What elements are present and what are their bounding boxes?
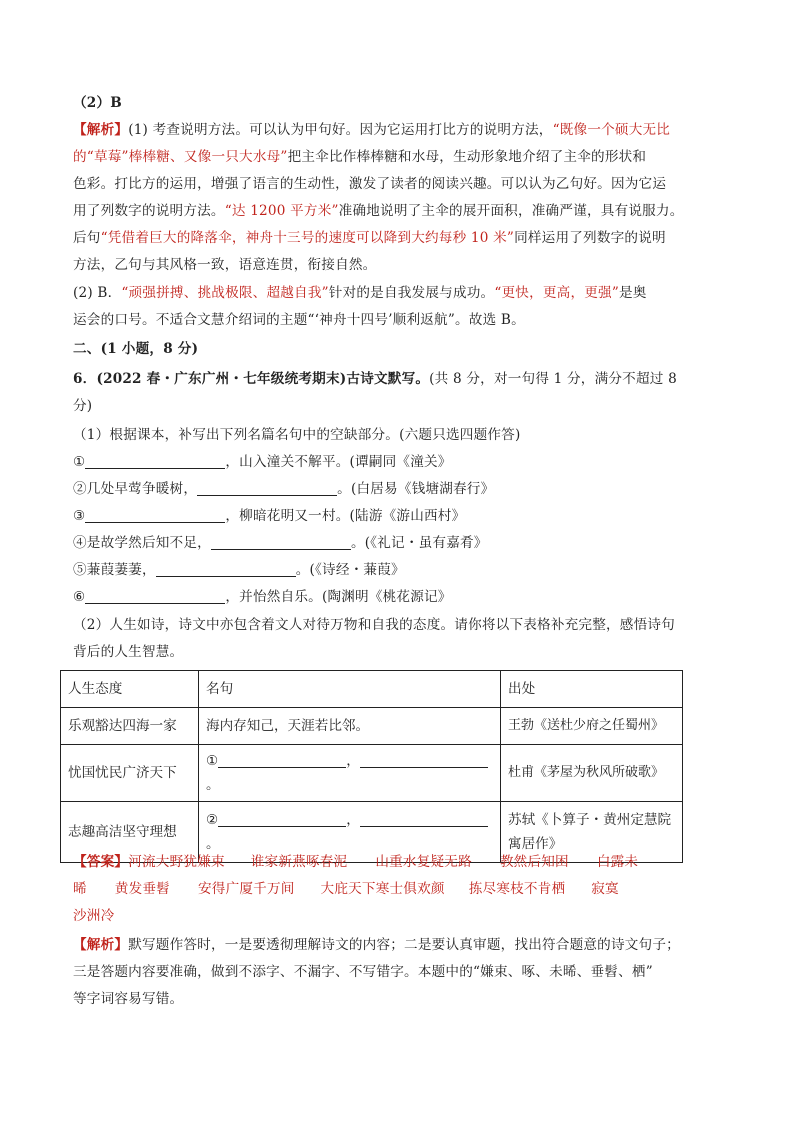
answer-item: 安得广厦千万间	[197, 881, 295, 897]
analysis1-line6: 方法，乙句与其风格一致，语意连贯，衔接自然。	[73, 257, 377, 273]
analysis1-text: 后句	[73, 230, 101, 246]
table-cell-attitude: 忧国忧民广济天下	[61, 745, 199, 802]
question-desc: (共 8 分，对一句得 1 分，满分不超过 8	[429, 371, 677, 387]
analysis1-line4	[73, 198, 723, 224]
answer-item: 谁家新燕啄春泥	[250, 854, 348, 870]
fill-item	[73, 503, 723, 529]
question6-line2: 分)	[73, 398, 93, 414]
fill-blank[interactable]	[360, 751, 488, 768]
fill-item-pre: ①	[73, 454, 86, 470]
analysis1-line7	[73, 280, 723, 306]
analysis1-highlight: 的“草莓”棒棒糖、又像一只大水母”	[73, 149, 288, 165]
analysis1-highlight: “凭借着巨大的降落伞，神舟十三号的速度可以降到大约每秒 10 米”	[100, 230, 515, 246]
part1-intro: （1）根据课本，补写出下列名篇名句中的空缺部分。(六题只选四题作答)	[73, 427, 521, 443]
table-cell-source: 王勃《送杜少府之任蜀州》	[501, 708, 683, 745]
analysis1-highlight: “达 1200 平方米”	[224, 203, 339, 219]
fill-item-pre: ③	[73, 508, 86, 524]
verse-end: 。	[206, 777, 220, 793]
table-cell-verse: 海内存知己，天涯若比邻。	[199, 708, 501, 745]
fill-blank[interactable]	[218, 751, 346, 768]
fill-item-pre: ⑤蒹葭萋萋，	[73, 562, 156, 578]
analysis1-text: 是奥	[618, 285, 647, 301]
analysis1-highlight: “顽强拼搏、挑战极限、超越自我”	[121, 285, 329, 301]
fill-blank[interactable]	[156, 560, 296, 577]
answer-item: 大庇天下寒士俱欢颜	[320, 881, 445, 897]
fill-item-post: ，山入潼关不解平。(谭嗣同《潼关》	[225, 454, 452, 470]
analysis1-line5	[73, 225, 723, 251]
answer-tag: 【答案】	[73, 854, 129, 870]
table-header: 人生态度	[61, 671, 199, 708]
answer-item: 教然后知困	[499, 854, 569, 870]
verse-end: 。	[206, 836, 220, 852]
section-heading: 二、(1 小题，8 分)	[73, 341, 199, 357]
analysis2-line3: 等字词容易写错。	[73, 991, 184, 1007]
question-source: (2022 春・广东广州・七年级统考期末)	[96, 371, 347, 387]
analysis1-line8: 运会的口号。不适合文慧介绍词的主题“‘神舟十四号’顺利返航”。故选 B。	[73, 312, 525, 328]
verse-comma: ，	[346, 812, 360, 828]
answer-line2	[73, 876, 723, 902]
part2-answer-label: （2）B	[73, 95, 122, 111]
fill-item-post: 。(白居易《钱塘湖春行》	[337, 481, 495, 497]
table-cell-attitude: 乐观豁达四海一家	[61, 708, 199, 745]
fill-item	[73, 449, 723, 475]
answer-item: 黄发垂髫	[114, 881, 170, 897]
fill-item-post: ，柳暗花明又一村。(陆游《游山西村》	[225, 508, 466, 524]
answer-line1	[73, 849, 723, 875]
fill-blank[interactable]	[360, 810, 488, 827]
analysis2-line2: 三是答题内容要准确，做到不添字、不漏字、不写错字。本题中的“嫌束、啄、未晞、垂髫、栖”	[73, 964, 653, 980]
table-row	[61, 745, 683, 802]
table-cell-verse	[199, 745, 501, 802]
blank-mark: ①	[206, 753, 219, 769]
analysis1-text: (2) B．	[73, 285, 122, 301]
fill-blank[interactable]	[211, 533, 351, 550]
analysis1-text: (1) 考查说明方法。可以认为甲句好。因为它运用打比方的说明方法，	[128, 122, 553, 138]
answer-item: 寂寞	[591, 881, 619, 897]
attitude-table	[60, 670, 683, 863]
fill-blank[interactable]	[218, 810, 346, 827]
analysis-tag: 【解析】	[73, 937, 129, 953]
question-number: 6．	[73, 371, 97, 387]
answer-item: 山重水复疑无路	[375, 854, 472, 870]
answer-item: 白露未	[596, 854, 639, 870]
analysis1-text: 针对的是自我发展与成功。	[328, 285, 495, 301]
fill-blank[interactable]	[85, 587, 225, 604]
question-title: 古诗文默写。	[346, 371, 430, 387]
analysis1-text: 用了列数字的说明方法。	[73, 203, 225, 219]
analysis1-text: 把主伞比作棒棒糖和水母，生动形象地介绍了主伞的形状和	[287, 149, 647, 165]
table-header: 名句	[199, 671, 501, 708]
fill-item-pre: ②几处早莺争暖树，	[73, 481, 198, 497]
fill-item-pre: ⑥	[73, 589, 86, 605]
fill-blank[interactable]	[197, 479, 337, 496]
fill-item	[73, 584, 723, 610]
table-header-row	[61, 671, 683, 708]
table-cell-attitude: 志趣高洁坚守理想	[61, 802, 199, 863]
table-cell-source: 苏轼《卜算子・黄州定慧院寓居作》	[501, 802, 683, 863]
fill-item-post: ，并怡然自乐。(陶渊明《桃花源记》	[225, 589, 452, 605]
analysis1-line2	[73, 144, 723, 170]
table-header: 出处	[501, 671, 683, 708]
analysis-tag: 【解析】	[73, 122, 129, 138]
fill-blank[interactable]	[85, 506, 225, 523]
answer-item: 沙洲冷	[73, 908, 115, 924]
fill-item	[73, 530, 723, 556]
analysis1-text: 准确地说明了主伞的展开面积，准确严谨，具有说服力。	[338, 203, 684, 219]
answer-item: 拣尽寒枝不肯栖	[468, 881, 566, 897]
verse-comma: ，	[346, 753, 360, 769]
answer-item: 晞	[73, 881, 87, 897]
analysis1-line1	[73, 117, 723, 143]
fill-item	[73, 557, 723, 583]
blank-mark: ②	[206, 812, 219, 828]
question6-line1	[73, 366, 723, 392]
fill-blank[interactable]	[85, 452, 225, 469]
table-cell-source: 杜甫《茅屋为秋风所破歌》	[501, 745, 683, 802]
analysis2-text: 默写题作答时，一是要透彻理解诗文的内容；二是要认真审题，找出符合题意的诗文句子；	[128, 937, 680, 953]
analysis1-line3: 色彩。打比方的运用，增强了语言的生动性，激发了读者的阅读兴趣。可以认为乙句好。因为它运	[73, 176, 667, 192]
fill-item-post: 。(《礼记・虽有嘉肴》	[350, 535, 488, 551]
fill-item	[73, 476, 723, 502]
answer-line3	[73, 903, 723, 929]
analysis2-line1	[73, 932, 723, 958]
fill-item-post: 。(《诗经・蒹葭》	[295, 562, 405, 578]
table-row	[61, 708, 683, 745]
analysis1-highlight: “更快，更高，更强”	[494, 285, 619, 301]
analysis1-text: 同样运用了列数字的说明	[514, 230, 666, 246]
part2-intro-line1: （2）人生如诗，诗文中亦包含着文人对待万物和自我的态度。请你将以下表格补充完整，感悟诗句	[73, 617, 675, 633]
part2-intro-line2: 背后的人生智慧。	[73, 644, 184, 660]
analysis1-highlight: “既像一个硕大无比	[552, 122, 671, 138]
fill-item-pre: ④是故学然后知不足，	[73, 535, 211, 551]
answer-item: 河流大野犹嫌束	[128, 854, 225, 870]
